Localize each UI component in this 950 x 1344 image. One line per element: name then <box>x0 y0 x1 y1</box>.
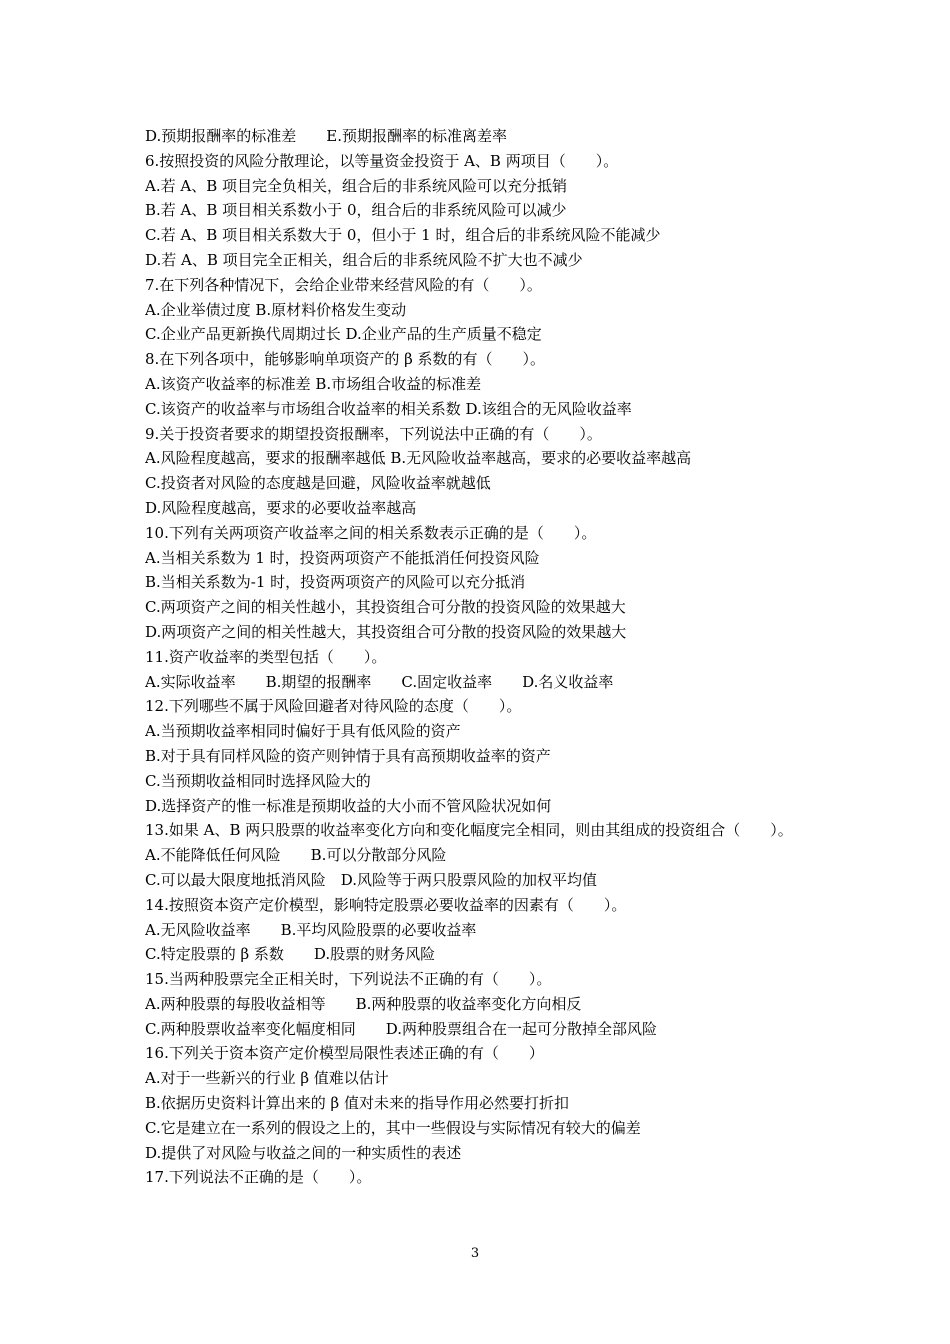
text-line: B.依据历史资料计算出来的 β 值对未来的指导作用必然要打折扣 <box>145 1094 570 1113</box>
text-line: C.企业产品更新换代周期过长 D.企业产品的生产质量不稳定 <box>145 325 542 344</box>
text-line: D.风险程度越高，要求的必要收益率越高 <box>145 498 417 517</box>
text-line: C.特定股票的 β 系数 D.股票的财务风险 <box>145 945 436 964</box>
text-line: B.若 A、B 项目相关系数小于 0，组合后的非系统风险可以减少 <box>145 201 567 220</box>
text-line: A.企业举债过度 B.原材料价格发生变动 <box>145 300 407 319</box>
text-line: C.两项资产之间的相关性越小，其投资组合可分散的投资风险的效果越大 <box>145 598 626 617</box>
page-content <box>145 124 795 1190</box>
text-line: A.若 A、B 项目完全负相关，组合后的非系统风险可以充分抵销 <box>145 176 567 195</box>
question-8: 8.在下列各项中，能够影响单项资产的 β 系数的有（ ）。 <box>145 350 546 369</box>
text-line: A.当预期收益率相同时偏好于具有低风险的资产 <box>145 722 461 741</box>
question-9: 9.关于投资者要求的期望投资报酬率，下列说法中正确的有（ ）。 <box>145 424 602 443</box>
text-line: D.预期报酬率的标准差 E.预期报酬率的标准离差率 <box>145 127 507 145</box>
text-line: A.对于一些新兴的行业 β 值难以估计 <box>145 1069 389 1088</box>
question-15: 15.当两种股票完全正相关时，下列说法不正确的有（ ）。 <box>145 970 552 989</box>
question-14: 14.按照资本资产定价模型，影响特定股票必要收益率的因素有（ ）。 <box>145 895 627 914</box>
question-16: 16.下列关于资本资产定价模型局限性表述正确的有（ ） <box>145 1044 544 1063</box>
question-10: 10.下列有关两项资产收益率之间的相关系数表示正确的是（ ）。 <box>145 523 597 542</box>
text-line: A.无风险收益率 B.平均风险股票的必要收益率 <box>145 920 477 939</box>
text-line: D.提供了对风险与收益之间的一种实质性的表述 <box>145 1143 462 1162</box>
text-line: C.两种股票收益率变化幅度相同 D.两种股票组合在一起可分散掉全部风险 <box>145 1019 657 1038</box>
text-line: D.若 A、B 项目完全正相关，组合后的非系统风险不扩大也不减少 <box>145 250 583 269</box>
text-line: D.选择资产的惟一标准是预期收益的大小而不管风险状况如何 <box>145 796 552 815</box>
text-line: A.风险程度越高，要求的报酬率越低 B.无风险收益率越高，要求的必要收益率越高 <box>145 449 692 468</box>
text-line: A.当相关系数为 1 时，投资两项资产不能抵消任何投资风险 <box>145 548 540 567</box>
question-17: 17.下列说法不正确的是（ ）。 <box>145 1168 372 1187</box>
text-line: A.两种股票的每股收益相等 B.两种股票的收益率变化方向相反 <box>145 994 582 1013</box>
text-line: B.对于具有同样风险的资产则钟情于具有高预期收益率的资产 <box>145 746 551 765</box>
text-line: C.当预期收益相同时选择风险大的 <box>145 771 371 790</box>
question-6: 6.按照投资的风险分散理论，以等量资金投资于 A、B 两项目（ ）。 <box>145 151 619 170</box>
question-7: 7.在下列各种情况下，会给企业带来经营风险的有（ ）。 <box>145 275 542 294</box>
text-line: B.当相关系数为-1 时，投资两项资产的风险可以充分抵消 <box>145 573 526 592</box>
text-line: A.不能降低任何风险 B.可以分散部分风险 <box>145 846 447 865</box>
text-line: D.两项资产之间的相关性越大，其投资组合可分散的投资风险的效果越大 <box>145 622 627 641</box>
text-line: A.该资产收益率的标准差 B.市场组合收益的标准差 <box>145 374 482 393</box>
text-line: C.若 A、B 项目相关系数大于 0，但小于 1 时，组合后的非系统风险不能减少 <box>145 226 661 245</box>
question-13: 13.如果 A、B 两只股票的收益率变化方向和变化幅度完全相同，则由其组成的投资组合（ ）。 <box>145 821 793 840</box>
text-line: C.可以最大限度地抵消风险 D.风险等于两只股票风险的加权平均值 <box>145 870 597 889</box>
text-line: C.该资产的收益率与市场组合收益率的相关系数 D.该组合的无风险收益率 <box>145 399 632 418</box>
text-line: A.实际收益率 B.期望的报酬率 C.固定收益率 D.名义收益率 <box>145 672 614 691</box>
question-11: 11.资产收益率的类型包括（ ）。 <box>145 647 387 666</box>
page-number: 3 <box>470 1246 480 1261</box>
question-12: 12.下列哪些不属于风险回避者对待风险的态度（ ）。 <box>145 697 522 716</box>
text-line: C.投资者对风险的态度越是回避，风险收益率就越低 <box>145 474 491 493</box>
text-line: C.它是建立在一系列的假设之上的，其中一些假设与实际情况有较大的偏差 <box>145 1118 641 1137</box>
